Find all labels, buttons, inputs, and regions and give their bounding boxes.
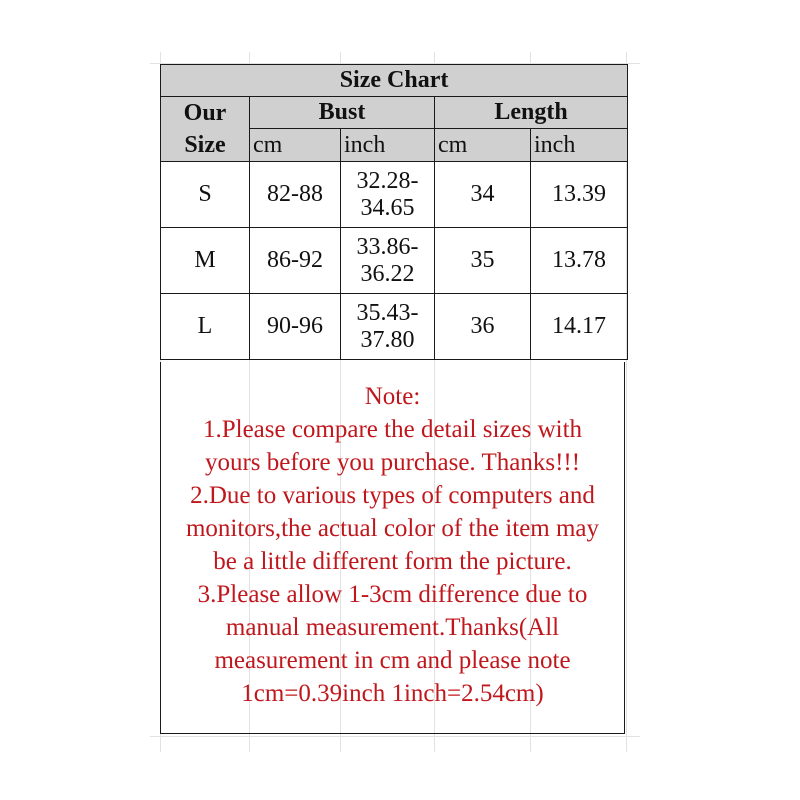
bust-inch-line1: 33.86- [356,234,419,261]
note-line: yours before you purchase. Thanks!!! [204,449,581,476]
table-row [161,228,628,294]
bust-inch-line2: 36.22 [360,260,415,287]
bust-cm-cell: 82-88 [250,162,341,228]
unit-header-cm: cm [435,129,531,162]
size-header-line2: Size [184,132,226,158]
size-cell: L [161,294,250,360]
size-header-line1: Our [183,99,227,126]
bust-inch-line1: 32.28- [356,168,419,195]
note-line: be a little different form the picture. [213,548,572,575]
bust-inch-cell [341,228,435,294]
length-column-header: Length [435,97,628,129]
length-cm-cell: 36 [435,294,531,360]
bust-column-header: Bust [250,97,435,129]
table-row [161,294,628,360]
bust-cm-cell: 90-96 [250,294,341,360]
note-line: manual measurement.Thanks(All [225,614,560,641]
length-cm-cell: 35 [435,228,531,294]
size-chart-table [160,64,628,360]
sheet-gridline [150,736,640,737]
note-heading: Note: [364,383,421,410]
note-line: monitors,the actual color of the item may [185,515,600,542]
table-row [161,162,628,228]
note-line: 3.Please allow 1-3cm difference due to [197,581,588,608]
bust-inch-line2: 37.80 [360,326,415,353]
length-cm-cell: 34 [435,162,531,228]
bust-cm-cell: 86-92 [250,228,341,294]
unit-header-cm: cm [250,129,341,162]
length-inch-cell: 13.39 [531,162,628,228]
length-inch-cell: 14.17 [531,294,628,360]
note-line: 1cm=0.39inch 1inch=2.54cm) [241,680,544,707]
notes-box [160,362,625,734]
bust-inch-line2: 34.65 [360,194,415,221]
unit-header-inch: inch [341,129,435,162]
bust-inch-cell [341,162,435,228]
size-cell: S [161,162,250,228]
length-inch-cell: 13.78 [531,228,628,294]
unit-header-inch: inch [531,129,628,162]
note-line: measurement in cm and please note [214,647,571,674]
note-line: 1.Please compare the detail sizes with [202,416,583,443]
note-line: 2.Due to various types of computers and [190,482,595,509]
bust-inch-line1: 35.43- [356,300,419,327]
size-chart-sheet [160,64,627,736]
size-cell: M [161,228,250,294]
size-column-header [161,97,250,162]
bust-inch-cell [341,294,435,360]
table-title: Size Chart [161,65,628,97]
